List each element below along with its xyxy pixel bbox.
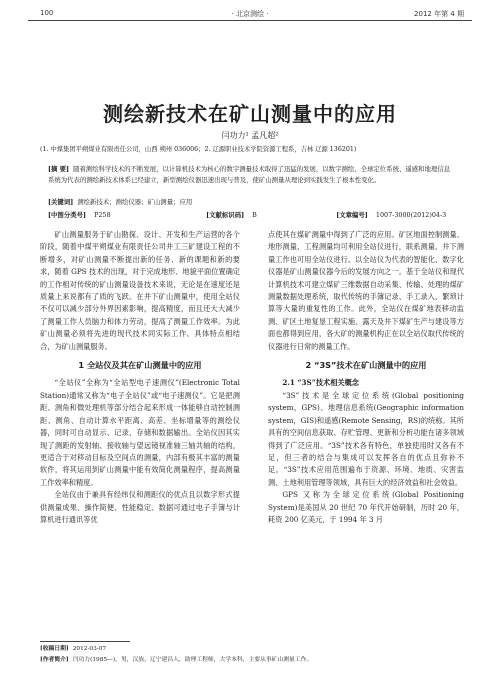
journal-name: · 北京测绘 · — [231, 10, 269, 18]
received-label: [收稿日期] — [40, 646, 69, 652]
header-rule — [28, 20, 472, 21]
abstract-label: [摘 要] — [48, 165, 70, 173]
left-column — [40, 229, 240, 526]
keywords-text: 测绘新技术；测绘仪器；矿山测量；应用 — [77, 198, 193, 206]
received-date — [40, 645, 470, 654]
abstract — [48, 164, 456, 186]
article-title: 测绘新技术在矿山测量中的应用 — [103, 102, 397, 126]
section-2-heading: 2 “3S”技术在矿山测量中的应用 — [305, 360, 427, 371]
issue-label: 2012 年第 4 期 — [414, 10, 464, 18]
clc-value: P258 — [94, 211, 111, 219]
continued-paragraph: 点使其在煤矿测量中得到了广泛的应用。矿区地面控制测量、地形测量、工程测量均可利用全站仪进行，联系测量、井下测量工作也可用全站仪进行。以全站仪为代表的智能化、数字化仪器是矿山测量仪器今后的发展方向之一。基于全站仪和现代计算机技术可建立煤矿三维数据自动采集、传输、处理的煤矿测量数据处理系统，取代传统的手簿记录、手工录入、繁琐计算等大量的重复性的工作。此外，全站仪在煤矿地表移动监测、矿区土地复垦工程实施、露天及井下煤矿生产与建设等方面也都得到应用，各大矿的测量机构正在以全站仪取代传统的仪器进行日常的测量工作。 — [268, 230, 464, 351]
author-line: 闫功力¹ 孟凡超² — [221, 131, 279, 140]
abstract-text: 随着测绘科学技术的不断发展，以计算机技术为核心的数字测量技术取得了迅猛的发展，以数字测绘、全球定位系统、遥感和地理信息系统为代表的测绘新技术体系已经建立，新型测绘仪器迅速出现与普及，使矿山测量从理论到实践发生了根本性变化。 — [48, 165, 451, 184]
right-column — [268, 229, 464, 526]
subsection-2-1-paragraph-1: “3S”技术是全球定位系统(Global positioning system，GPS)、地理信息系统(Geographic information system，GIS)和遥感(Remote Sensing，RS)的统称。其所具有的空间信息获取、存贮管理、更新和分析功能在诸多领域得到了广泛应用。“3S”技术各有特色，单独使用时又各有不足，但三者的结合与集成可以发挥各自的优点且弥补不足。“3S”技术应用范围遍布于资源、环境、地质、灾害监测、土地利用管理等领域，具有巨大的经济效益和社会效益。 — [268, 390, 464, 487]
doc-label: [文献标识码] — [206, 211, 245, 219]
received-value: 2012-03-07 — [72, 646, 107, 652]
section-1-heading: 1 全站仪及其在矿山测量中的应用 — [78, 360, 202, 371]
keywords — [48, 197, 192, 206]
author-bio — [40, 656, 470, 665]
author-bio-label: [作者简介] — [40, 657, 69, 663]
subsection-2-1-heading: 2.1 “3S”技术相关概念 — [282, 378, 359, 388]
intro-paragraph: 矿山测量服务于矿山勘探、设计、开发和生产运营的各个阶段，随着中煤平朔煤业有限责任公司井工三矿建设工程的不断增多，对矿山测量不断提出新的任务、新的课题和新的要求，随着 GPS 技术的出现，对于完成地形、地貌平面位置确定的工作相对传统的矿山测量设备技术来说，无论是在速度还是质量上来说都有了质的飞跃。在井下矿山测量中，使用全站仪不仅可以减少部分外界因素影响，提高精度，而且还大大减少了测量工作人员脑力和体力劳动，提高了测量工作效率。为此矿山测量必须将先进的现代技术同实际工作、具体特点相结合，为矿山测量服务。 — [40, 230, 240, 351]
clc-label: [中图分类号] — [48, 211, 87, 219]
section-1-paragraph-1: “全站仪”全称为“全站型电子速测仪”(Electronic Total Station)通常又称为“电子全站仪”或“电子速测仪”。它是把测距、测角和微处理机等部分结合起来形成一体能够自动控制测距、测角、自动计算水平距离、高差、坐标增量等的测绘仪器，同时可自动显示、记录、存储和数据输出。全站仪因其实现了测距的发射轴、接收轴与望远镜视准轴三轴共轴的结构，更适合于对移动目标及空间点的测量，内部有极其丰富的测量软件，将其运用到矿山测量中能有效简化测量程序，提高测量工作效率和精度。 — [40, 378, 240, 487]
classification-line — [48, 210, 456, 219]
doc-value: B — [252, 211, 257, 219]
page-number: 100 — [40, 9, 54, 17]
running-header — [28, 6, 472, 20]
section-1-paragraph-2: 全站仪由于兼具有经纬仪和测距仪的优点且以数字形式提供测量成果、操作简便、性能稳定、数据可通过电子手簿与计算机进行通讯等优 — [40, 490, 240, 524]
affiliations: (1. 中煤集团平朔煤业有限责任公司，山西 朔州 036006；2. 辽源职业技术学院资源工程系，吉林 辽源 136201) — [40, 146, 357, 153]
keywords-label: [关键词] — [48, 198, 74, 206]
author-bio-value: 闫功力(1985—)，男，汉族，辽宁建昌人，助理工程师，大学本科，主要从事矿山测量工作。 — [72, 657, 313, 663]
footnote-rule — [40, 641, 130, 642]
article-number-label: [文章编号] — [336, 211, 368, 219]
subsection-2-1-paragraph-2: GPS 又称为全球定位系统(Global Positioning System)是美国从 20 世纪 70 年代开始研制，历时 20 年，耗资 200 亿美元，于 1994 年 3 月 — [268, 490, 464, 524]
article-number-value: 1007-3000(2012)04-3 — [375, 211, 447, 219]
